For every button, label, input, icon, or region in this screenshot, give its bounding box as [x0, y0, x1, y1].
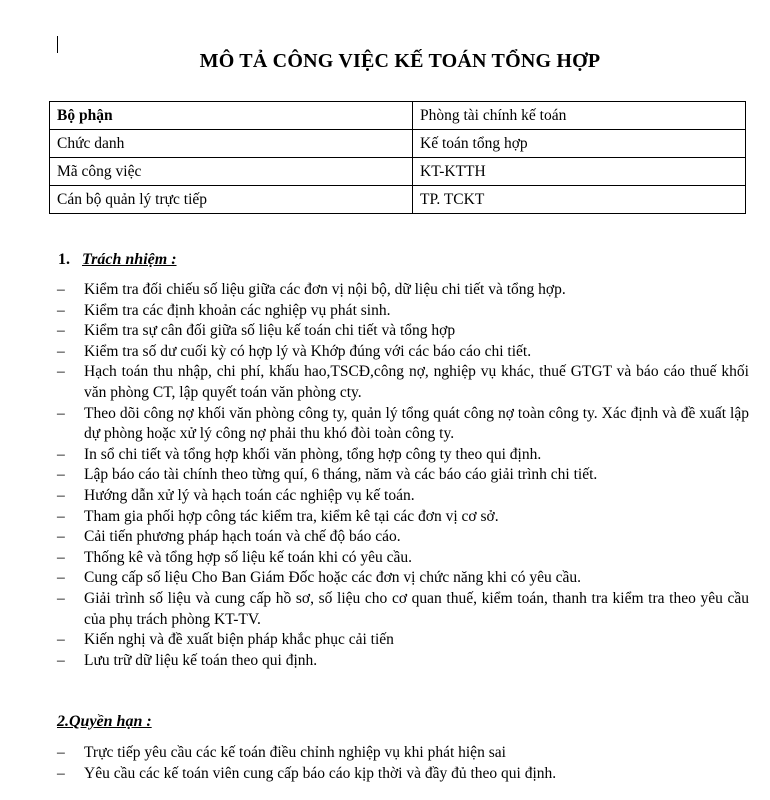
section-heading-authority [57, 713, 152, 731]
section-number: 2. [57, 713, 69, 730]
dash-bullet-icon: – [57, 569, 65, 587]
section-heading-text [57, 713, 152, 730]
list-item [57, 764, 749, 785]
dash-bullet-icon: – [57, 548, 65, 566]
list-item-text: Cung cấp số liệu Cho Ban Giám Đốc hoặc các đơn vị chức năng khi có yêu cầu. [84, 569, 581, 587]
list-item [57, 486, 749, 507]
dash-bullet-icon: – [57, 507, 65, 525]
dash-bullet-icon: – [57, 528, 65, 546]
table-row [50, 102, 746, 130]
dash-bullet-icon: – [57, 404, 65, 422]
dash-bullet-icon: – [57, 631, 65, 649]
dash-bullet-icon: – [57, 363, 65, 381]
list-item-text: Tham gia phối hợp công tác kiểm tra, kiểm kê tại các đơn vị cơ sở. [84, 507, 499, 525]
list-item [57, 548, 749, 569]
table-cell-value: Phòng tài chính kế toán [413, 102, 746, 130]
list-item [57, 568, 749, 589]
info-table [49, 101, 746, 214]
list-item-text: Kiểm tra các định khoản các nghiệp vụ phát sinh. [84, 301, 391, 319]
table-cell-label: Bộ phận [50, 102, 413, 130]
table-cell-value: KT-KTTH [413, 158, 746, 186]
table-row [50, 186, 746, 214]
section-heading-label: Quyền hạn : [69, 713, 152, 730]
list-item [57, 651, 749, 672]
authority-list [57, 743, 749, 784]
list-item-text: Cải tiến phương pháp hạch toán và chế độ báo cáo. [84, 528, 401, 546]
list-item-text: Trực tiếp yêu cầu các kế toán điều chỉnh nghiệp vụ khi phát hiện sai [84, 744, 506, 761]
table-cell-label: Cán bộ quản lý trực tiếp [50, 186, 413, 214]
document-title: MÔ TẢ CÔNG VIỆC KẾ TOÁN TỔNG HỢP [199, 50, 601, 72]
list-item [57, 321, 749, 342]
table-cell-value: TP. TCKT [413, 186, 746, 214]
list-item-text: In sổ chi tiết và tổng hợp khối văn phòng, tổng hợp công ty theo qui định. [84, 445, 542, 463]
list-item [57, 527, 749, 548]
dash-bullet-icon: – [57, 322, 65, 340]
section-number: 1. [58, 251, 70, 268]
list-item [57, 404, 749, 445]
table-row [50, 130, 746, 158]
list-item [57, 280, 749, 301]
table-cell-label: Chức danh [50, 130, 413, 158]
dash-bullet-icon: – [57, 764, 65, 782]
list-item-text: Lưu trữ dữ liệu kế toán theo qui định. [84, 651, 318, 669]
list-item [57, 445, 749, 466]
dash-bullet-icon: – [57, 466, 65, 484]
list-item-text: Theo dõi công nợ khối văn phòng công ty, quản lý tổng quát công nợ toàn công ty. Xác định và đề xuất lập dự phòng hoặc xử lý công nợ phải thu khó đòi toàn công ty. [84, 404, 749, 443]
list-item [57, 301, 749, 322]
list-item-text: Giải trình số liệu và cung cấp hồ sơ, số liệu cho cơ quan thuế, kiểm toán, thanh tra kiểm tra theo yêu cầu của phụ trách phòng KT-TV. [84, 589, 749, 628]
list-item-text: Hướng dẫn xử lý và hạch toán các nghiệp vụ kế toán. [84, 486, 415, 504]
list-item-text: Lập báo cáo tài chính theo từng quí, 6 tháng, năm và các báo cáo giải trình chi tiết. [84, 466, 598, 484]
dash-bullet-icon: – [57, 651, 65, 669]
list-item-text: Kiểm tra sự cân đối giữa số liệu kế toán chi tiết và tổng hợp [84, 322, 456, 340]
dash-bullet-icon: – [57, 342, 65, 360]
list-item [57, 362, 749, 403]
dash-bullet-icon: – [57, 744, 65, 761]
list-item [57, 589, 749, 630]
table-cell-label: Mã công việc [50, 158, 413, 186]
list-item [57, 465, 749, 486]
list-item-text: Kiến nghị và đề xuất biện pháp khắc phục cải tiến [84, 631, 394, 649]
table-cell-value: Kế toán tổng hợp [413, 130, 746, 158]
list-item [57, 630, 749, 651]
list-item [57, 342, 749, 363]
list-item-text: Yêu cầu các kế toán viên cung cấp báo cáo kịp thời và đầy đủ theo qui định. [84, 764, 557, 782]
list-item-text: Kiểm tra đối chiếu số liệu giữa các đơn vị nội bộ, dữ liệu chi tiết và tổng hợp. [84, 281, 566, 298]
list-item [57, 507, 749, 528]
section-heading-responsibilities [58, 251, 177, 269]
list-item [57, 743, 749, 764]
dash-bullet-icon: – [57, 281, 65, 298]
dash-bullet-icon: – [57, 589, 65, 607]
section-heading-text: Trách nhiệm : [82, 251, 177, 268]
dash-bullet-icon: – [57, 486, 65, 504]
responsibilities-list [57, 280, 749, 671]
table-row [50, 158, 746, 186]
list-item-text: Kiểm tra số dư cuối kỳ có hợp lý và Khớp đúng với các báo cáo chi tiết. [84, 342, 532, 360]
list-item-text: Thống kê và tổng hợp số liệu kế toán khi có yêu cầu. [84, 548, 413, 566]
dash-bullet-icon: – [57, 301, 65, 319]
list-item-text: Hạch toán thu nhập, chi phí, khấu hao,TSCĐ,công nợ, nghiệp vụ khác, thuế GTGT và báo cáo thuế khối văn phòng CT, lập quyết toán văn phòng cty. [84, 363, 749, 401]
dash-bullet-icon: – [57, 445, 65, 463]
